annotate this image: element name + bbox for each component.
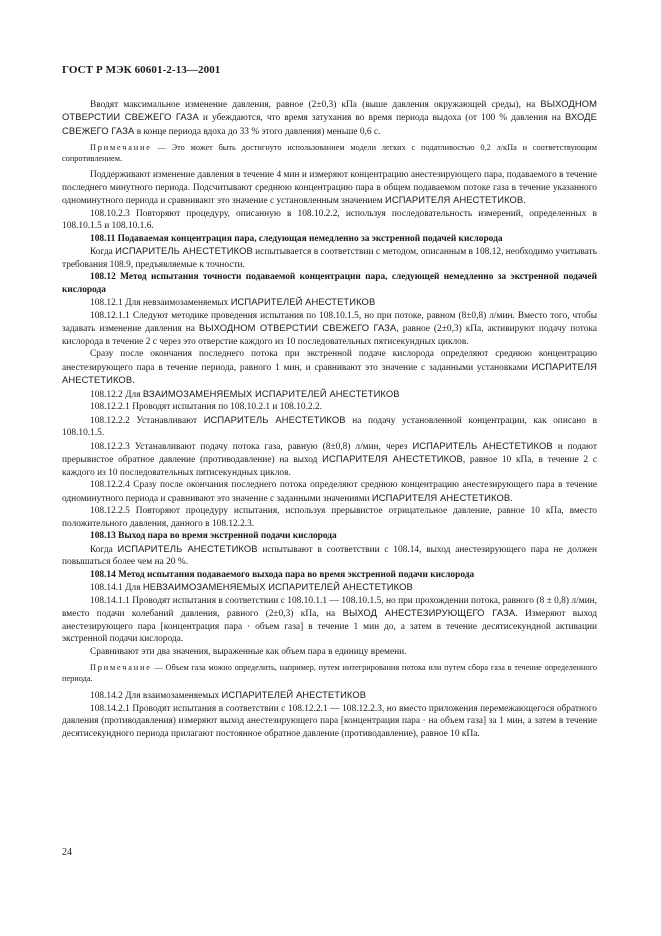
text: Вводят максимальное изменение давления, равное (2±0,3) кПа (выше давления окружающей среды), на — [90, 99, 541, 110]
note-text: — Это может быть достигнуто использованием модели легких с податливостью 0,2 л/кПа и соответствующим сопротивлением. — [62, 143, 597, 163]
section-heading-108-12: 108.12 Метод испытания точности подаваемой концентрации пара, следующей немедленно за экстренной подачей кислорода — [62, 272, 597, 295]
text: 108.14.2 Для взаимозаменяемых — [90, 691, 222, 701]
text: 108.12.2.4 Сразу после окончания последнего потока определяют среднюю концентрацию анестезирующего пара в течение одноминутного периода и сравнивают это значение с заданными значениями — [62, 480, 597, 504]
term: ВЫХОД АНЕСТЕЗИРУЮЩЕГО ГАЗА — [342, 607, 516, 618]
paragraph — [62, 414, 597, 440]
paragraph — [62, 348, 597, 388]
text: и убеждаются, что время затухания во время периода выдоха (от 100 % давления на — [198, 113, 566, 123]
text: и подают прерывистое обратное давление (противодавление) на выход — [62, 441, 598, 465]
text: 108.12.2 Для — [90, 389, 143, 400]
text: Когда — [90, 247, 116, 257]
text: Поддерживают изменение давления в течение 4 мин и измеряют концентрацию анестезирующего пара, подаваемого в течение последнего минутного периода. Подсчитывают среднюю концентрацию пара в общем подаваемом потоке газа в течение указанного одноминутного периода и сравнивают это значение с установленным значением — [62, 170, 597, 206]
note-label: Примечание — [90, 143, 152, 152]
term: ВЫХОДНОМ ОТВЕРСТИИ СВЕЖЕГО ГАЗА — [62, 97, 597, 122]
note-text: — Объем газа можно определить, например, путем интегрирования потока или путем сбора газа в течение определенного периода. — [62, 663, 597, 683]
term: ИСПАРИТЕЛЯ АНЕСТЕТИКОВ — [322, 453, 463, 464]
text: 108.12.2.3 Устанавливают подачу потока газа, равную (8±0,8) л/мин, через — [90, 441, 413, 452]
text: Когда — [90, 544, 118, 555]
text: . — [510, 493, 513, 504]
text: , равное 10 кПа, в течение 2 с каждого из 10 последовательных пятисекундных циклов. — [62, 455, 597, 478]
text: испытывается в соответствии с методом, описанным в 108.12, необходимо учитывать требования 108.9, предъявляемые к точности. — [62, 247, 597, 270]
paragraph — [62, 388, 597, 402]
term: ИСПАРИТЕЛЬ АНЕСТЕТИКОВ — [412, 439, 553, 451]
text: Сразу после окончания последнего потока при экстренной подаче кислорода определяют среднюю концентрацию анестезирующего пара в течение периода, равного 1 мин, и сравнивают это значение с заданными установками — [62, 349, 597, 373]
paragraph: Сравнивают эти два значения, выраженные как объем пара в единицу времени. — [90, 646, 407, 657]
page-number: 24 — [62, 847, 72, 858]
section-heading-108-14: 108.14 Метод испытания подаваемого выхода пара во время экстренной подачи кислорода — [90, 569, 475, 580]
paragraph — [62, 245, 597, 271]
note — [62, 142, 597, 164]
term: ВЗАИМОЗАМЕНЯЕМЫХ ИСПАРИТЕЛЕЙ АНЕСТЕТИКОВ — [142, 387, 400, 399]
term: ИСПАРИТЕЛЯ АНЕСТЕТИКОВ — [371, 491, 511, 503]
term: ИСПАРИТЕЛЯ АНЕСТЕТИКОВ — [62, 360, 597, 385]
paragraph — [62, 296, 597, 310]
paragraph — [62, 98, 597, 139]
text: . — [523, 196, 526, 206]
term: ИСПАРИТЕЛЬ АНЕСТЕТИКОВ — [203, 413, 346, 425]
term: ИСПАРИТЕЛЬ АНЕСТЕТИКОВ — [115, 245, 253, 256]
text: . — [132, 376, 135, 386]
term: ИСПАРИТЕЛЕЙ АНЕСТЕТИКОВ — [230, 296, 376, 307]
paragraph: 108.14.2.1 Проводят испытания в соответствии с 108.12.2.1 — 108.12.2.3, но вместо приложения перемежающегося обратного давления (противодавления) измеряют выход анестезирующего пара [концентрация пара · на объем газа] за 1 мин, а затем в течение десятисекундного периода прилагают постоянное обратное давление (противодавление), равное 10 кПа. — [62, 703, 597, 739]
paragraph — [62, 543, 597, 569]
document-header: ГОСТ Р МЭК 60601-2-13—2001 — [62, 64, 221, 76]
section-heading-108-13: 108.13 Выход пара во время экстренной подачи кислорода — [90, 531, 337, 541]
term: ИСПАРИТЕЛЬ АНЕСТЕТИКОВ — [117, 542, 258, 554]
note — [62, 662, 597, 684]
paragraph — [62, 310, 597, 349]
paragraph: 108.10.2.3 Повторяют процедуру, описанную в 108.10.2.2, используя последовательность измерений, определенных в 108.10.1.5 и 108.10.1.6. — [62, 208, 597, 231]
section-heading-108-11: 108.11 Подаваемая концентрация пара, следующая немедленно за экстренной подачей кислорода — [90, 233, 503, 244]
paragraph: 108.12.2.1 Проводят испытания по 108.10.2.1 и 108.10.2.2. — [90, 402, 322, 412]
term: ИСПАРИТЕЛЕЙ АНЕСТЕТИКОВ — [221, 689, 367, 700]
term: ВЫХОДНОМ ОТВЕРСТИИ СВЕЖЕГО ГАЗА — [198, 322, 397, 333]
paragraph: 108.12.2.5 Повторяют процедуру испытания, используя прерывистое отрицательное давление, равное 10 кПа, вместо положительного давления, данного в 108.12.2.3. — [62, 506, 597, 529]
term: ИСПАРИТЕЛЯ АНЕСТЕТИКОВ — [385, 194, 524, 205]
text: на подачу установленной концентрации, как описано в 108.10.1.5. — [62, 415, 597, 438]
paragraph — [62, 479, 597, 505]
text: 108.14.1.1 Проводят испытания в соответствии с 108.10.1.1 — 108.10.1.5, но при прохождении потока, равного (8 ± 0,8) л/мин, вместо подачи колебаний давления, равного (2±0,3) кПа, на — [62, 595, 597, 619]
term: ВХОДЕ СВЕЖЕГО ГАЗА — [62, 111, 597, 136]
text: 108.12.1.1 Следуют методике проведения испытания по 108.10.1.5, но при потоке, равном (8±0,8) л/мин. Вместо того, чтобы задавать изменение давления на — [62, 310, 597, 334]
text: испытывают в соответствии с 108.14, выход анестезирующего пара не должен повышаться более чем на 20 %. — [62, 544, 597, 567]
text: , равное (2±0,3) кПа, активируют подачу потока кислорода в течение 2 с через это отверстие каждого из 10 последовательных пятисекундных циклов. — [62, 324, 598, 347]
text: 108.14.1 Для — [90, 583, 143, 593]
term: НЕВЗАИМОЗАМЕНЯЕМЫХ ИСПАРИТЕЛЕЙ АНЕСТЕТИКОВ — [142, 581, 413, 592]
paragraph — [62, 169, 597, 208]
text: в конце периода вдоха до 33 % этого давления) меньше 0,6 с. — [134, 126, 381, 137]
paragraph — [62, 440, 597, 480]
paragraph — [62, 689, 597, 703]
paragraph — [62, 595, 597, 646]
text: 108.12.2.2 Устанавливают — [90, 415, 204, 426]
paragraph — [62, 581, 597, 595]
note-label: Примечание — [90, 663, 152, 672]
text: 108.12.1 Для невзаимозаменяемых — [90, 298, 231, 308]
text: . Измеряют выход анестезирующего пара [концентрация пара · объем газа] в течение 1 мин до, а затем в течение десятисекундной активации экстренной подачи кислорода. — [62, 609, 598, 644]
